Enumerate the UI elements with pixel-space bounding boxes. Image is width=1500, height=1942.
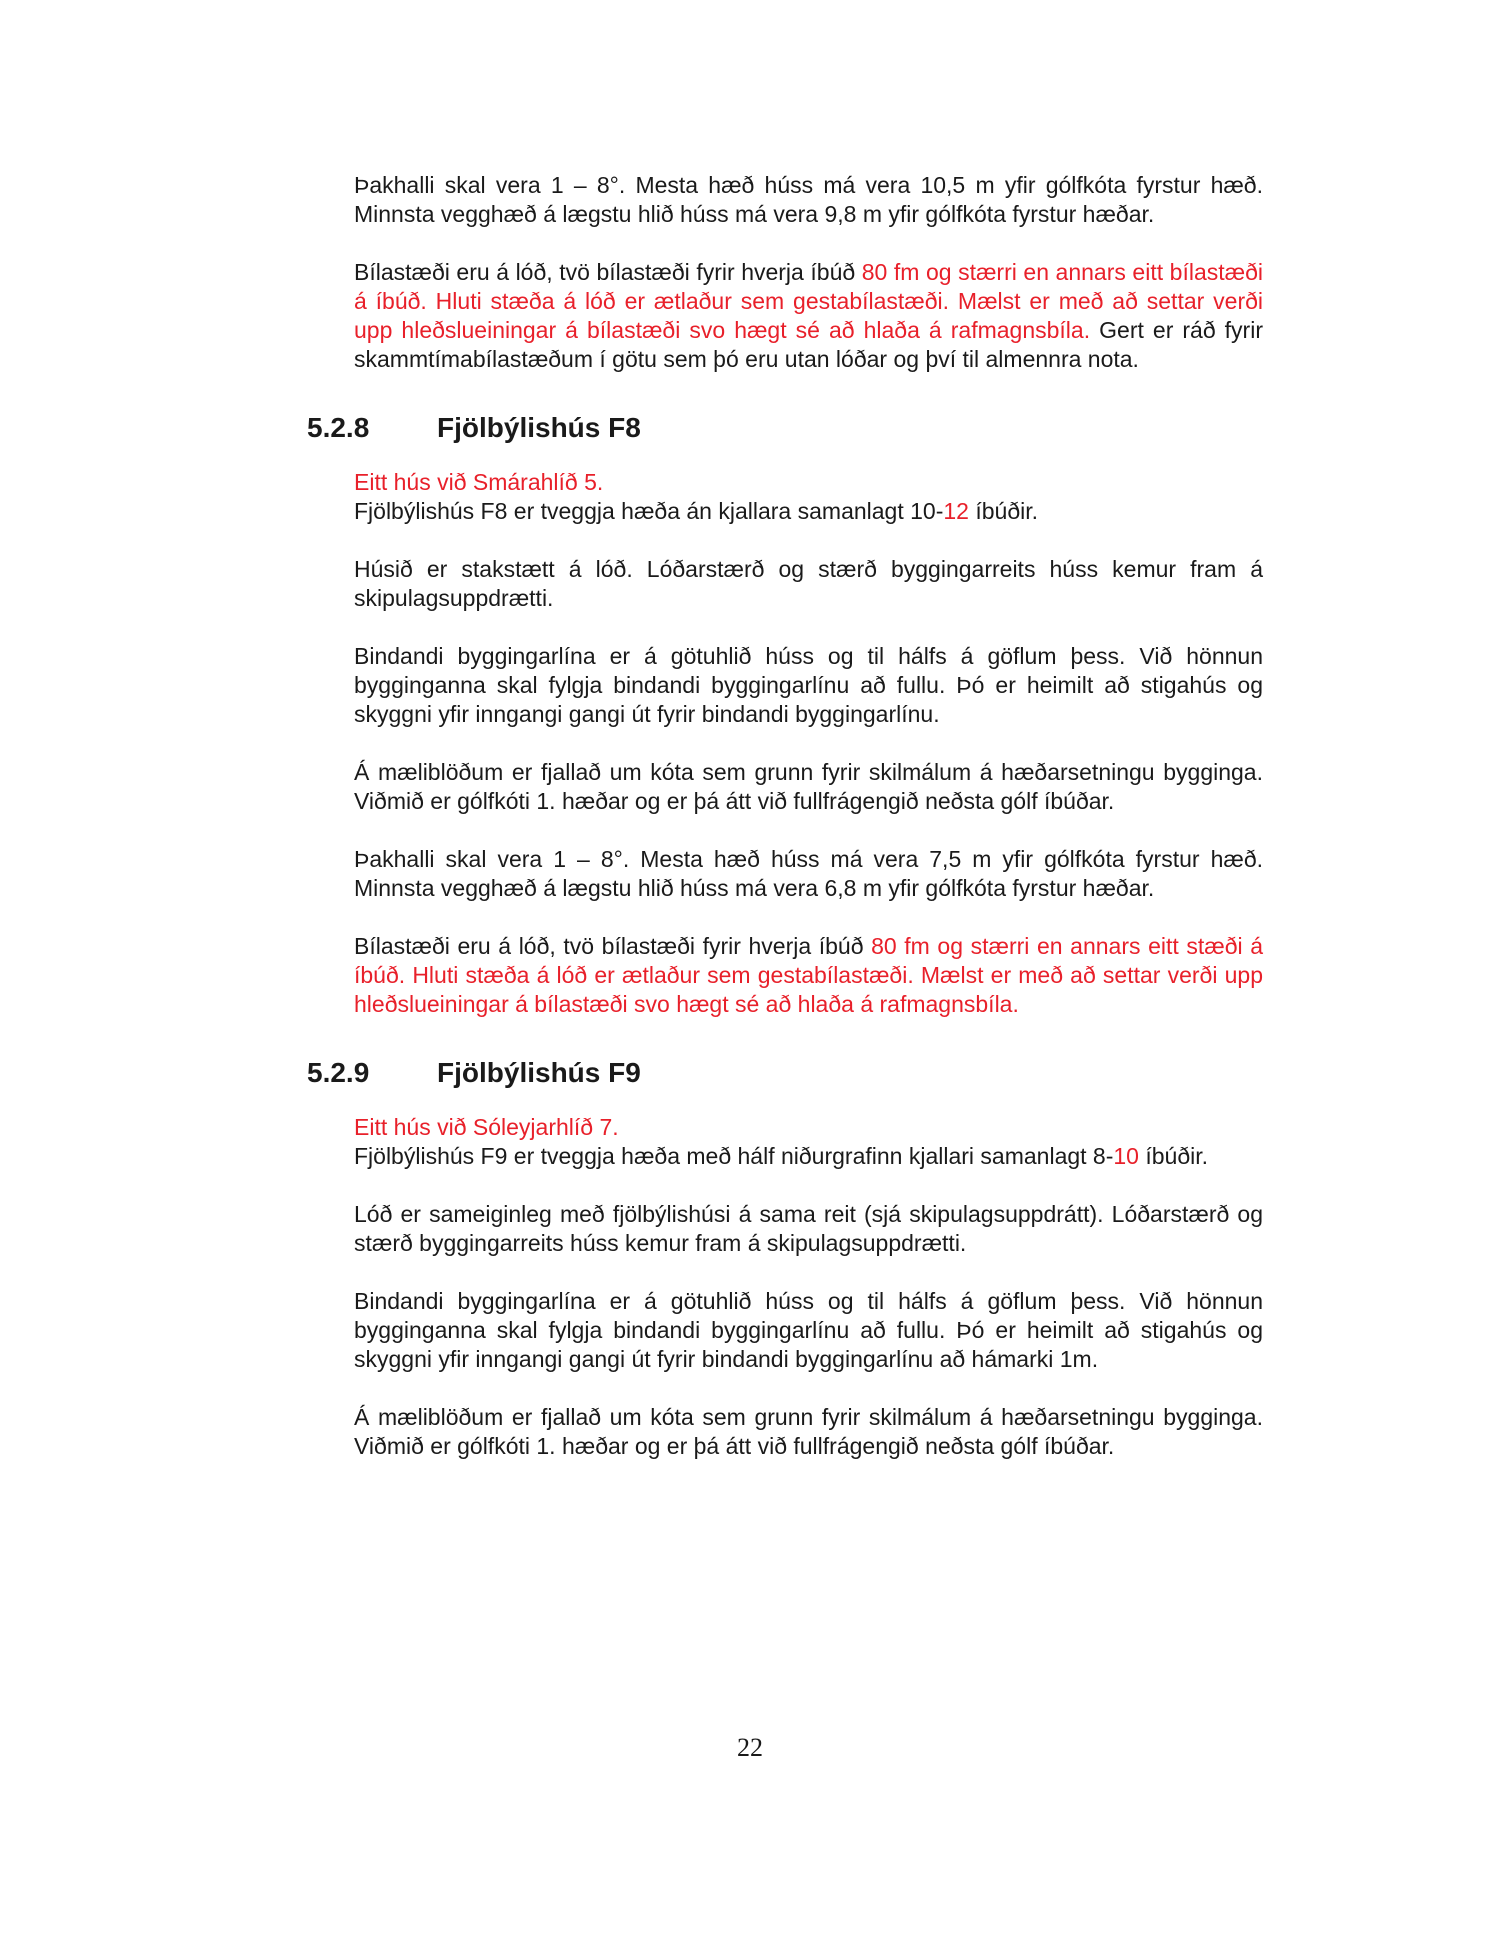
section-title: Fjölbýlishús F9 (437, 1057, 641, 1088)
roof-paragraph-f8: Þakhalli skal vera 1 – 8°. Mesta hæð húss má vera 7,5 m yfir gólfkóta fyrstur hæð. Minnsta vegghæð á lægstu hlið húss má vera 6,8 m yfir gólfkóta fyrstur hæðar. (354, 846, 1263, 901)
section-heading-f9 (307, 1055, 1216, 1091)
description-f8 (354, 497, 1263, 526)
lot-paragraph-f8: Húsið er stakstætt á lóð. Lóðarstærð og stærð byggingarreits húss kemur fram á skipulagsuppdrætti. (354, 556, 1263, 611)
parking-paragraph-f8 (354, 932, 1263, 1019)
section-number: 5.2.9 (307, 1057, 370, 1088)
section-number: 5.2.8 (307, 412, 370, 443)
description-text-end: íbúðir. (968, 498, 1039, 524)
section-heading-f8 (307, 410, 1216, 446)
roof-paragraph-f7: Þakhalli skal vera 1 – 8°. Mesta hæð húss má vera 10,5 m yfir gólfkóta fyrstur hæð. Minnsta vegghæð á lægstu hlið húss má vera 9,8 m yfir gólfkóta fyrstur hæðar. (354, 172, 1263, 227)
elevation-paragraph-f8: Á mæliblöðum er fjallað um kóta sem grunn fyrir skilmálum á hæðarsetningu bygginga. Viðmið er gólfkóti 1. hæðar og er þá átt við fullfrágengið neðsta gólf íbúðar. (354, 759, 1263, 814)
description-text: Fjölbýlishús F8 er tveggja hæða án kjallara samanlagt 10- (354, 498, 944, 524)
description-text: Fjölbýlishús F9 er tveggja hæða með hálf niðurgrafinn kjallari samanlagt 8- (354, 1143, 1114, 1169)
description-f9 (354, 1142, 1263, 1171)
location-f8: Eitt hús við Smárahlíð 5. (354, 469, 604, 495)
building-line-paragraph-f9: Bindandi byggingarlína er á götuhlið húss og til hálfs á göflum þess. Við hönnun bygginganna skal fylgja bindandi byggingarlínu að fullu. Þó er heimilt að stigahús og skyggni yfir inngangi gangi út fyrir bindandi byggingarlínu að hámarki 1m. (354, 1288, 1263, 1372)
parking-paragraph-f7 (354, 258, 1263, 374)
parking-text: Bílastæði eru á lóð, tvö bílastæði fyrir hverja íbúð (354, 259, 862, 285)
description-highlighted: 12 (943, 498, 969, 524)
section-title: Fjölbýlishús F8 (437, 412, 641, 443)
parking-text: Bílastæði eru á lóð, tvö bílastæði fyrir hverja íbúð (354, 933, 872, 959)
parking-text-highlighted: 80 fm og stærri en annars eitt bílastæði á íbúð. Hluti stæða á lóð er ætlaður sem gestabílastæði. Mælst er með að settar verði upp hleðslueiningar á bílastæði svo hægt sé að hlaða á rafmagnsbíla. (354, 259, 1263, 343)
location-f9: Eitt hús við Sóleyjarhlíð 7. (354, 1114, 619, 1140)
building-line-paragraph-f8: Bindandi byggingarlína er á götuhlið húss og til hálfs á göflum þess. Við hönnun bygginganna skal fylgja bindandi byggingarlínu að fullu. Þó er heimilt að stigahús og skyggni yfir inngangi gangi út fyrir bindandi byggingarlínu. (354, 643, 1263, 727)
parking-text-highlighted: 80 fm og stærri en annars eitt stæði á íbúð. Hluti stæða á lóð er ætlaður sem gestabílastæði. Mælst er með að settar verði upp hleðslueiningar á bílastæði svo hægt sé að hlaða á rafmagnsbíla. (354, 933, 1263, 1017)
lot-paragraph-f9: Lóð er sameiginleg með fjölbýlishúsi á sama reit (sjá skipulagsuppdrátt). Lóðarstærð og stærð byggingarreits húss kemur fram á skipulagsuppdrætti. (354, 1201, 1263, 1256)
page-number: 22 (737, 1733, 763, 1762)
description-highlighted: 10 (1113, 1143, 1139, 1169)
parking-text-continued: Gert er ráð fyrir skammtímabílastæðum í götu sem þó eru utan lóðar og því til almennra nota. (354, 317, 1263, 372)
description-text-end: íbúðir. (1138, 1143, 1209, 1169)
elevation-paragraph-f9: Á mæliblöðum er fjallað um kóta sem grunn fyrir skilmálum á hæðarsetningu bygginga. Viðmið er gólfkóti 1. hæðar og er þá átt við fullfrágengið neðsta gólf íbúðar. (354, 1404, 1263, 1459)
page-content (307, 171, 1263, 1490)
